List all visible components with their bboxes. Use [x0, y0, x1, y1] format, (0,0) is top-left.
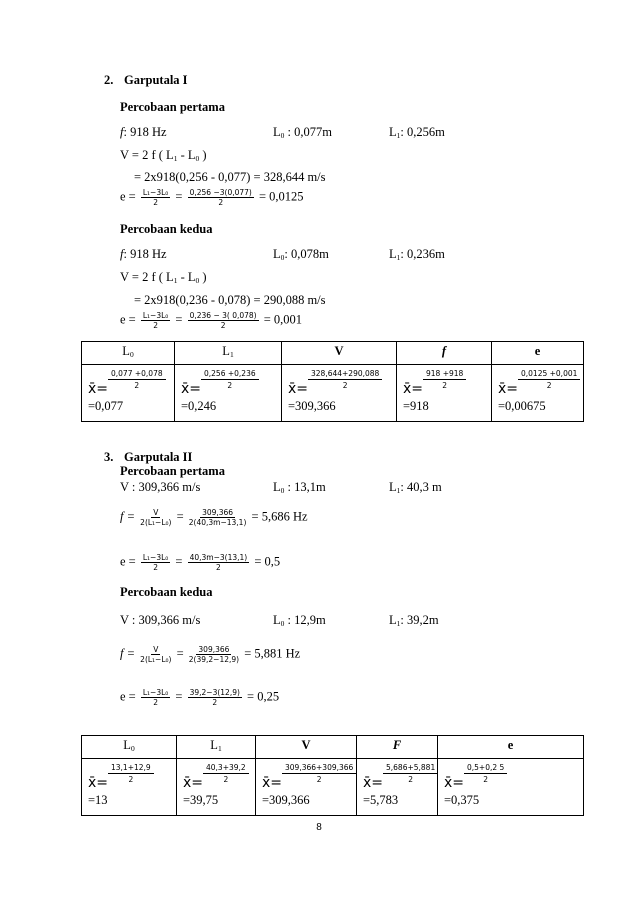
s3-trial1-velocity: V : 309,366 m/s	[120, 480, 201, 494]
section3-number: 3.	[104, 450, 114, 464]
s2-trial1-heading: Percobaan pertama	[120, 100, 225, 114]
s2-trial2-v-calc: = 2x918(0,236 - 0,078) = 290,088 m/s	[134, 293, 326, 307]
s2-trial2-frequency: f: 918 Hz	[120, 247, 167, 261]
s3-trial1-f-equation: f = $\frac{V}{\text{2(L₁−L₀)}}$ = $\frac{309,366}{2(40,3m-13,1)}$ = 5,686 Hz	[120, 508, 308, 527]
section3-title: Garputala II	[124, 450, 193, 464]
mean-l0-cell: x̄= $\frac{0,077 +0,078}{2}$ =0,077	[82, 365, 175, 422]
s2-trial1-frequency: f: 918 Hz	[120, 125, 167, 139]
mean-e-cell: x̄= $\frac{0,5+0,2 5}{2}$ =0,375	[438, 759, 584, 816]
s3-trial2-f-equation: f = $\frac{V}{\text{2(L₁−L₀)}}$ = $\frac{309,366}{2(39,2-12,9)}$ = 5,881 Hz	[120, 645, 301, 664]
header-l1: L1	[175, 342, 282, 365]
table-row	[82, 365, 584, 422]
section2-title: Garputala I	[124, 73, 188, 87]
s3-trial1-l0: L0 : 13,1m	[273, 480, 326, 495]
s3-trial2-e-equation: e = $\frac{\text{L₁−3L₀}}{2}$ = $\frac{39,2-3(12,9)}{2}$ = 0,25	[120, 688, 280, 707]
mean-l1-cell: x̄= $\frac{40,3+39,2}{2}$ =39,75	[177, 759, 256, 816]
s2-trial1-l1: L1: 0,256m	[389, 125, 445, 140]
s3-trial1-heading: Percobaan pertama	[120, 464, 225, 478]
s2-trial2-e-equation: e = $\frac{\text{L₁−3L₀}}{2}$ = $\frac{0,236 - 3( 0,078)}{2}$ = 0,001	[120, 311, 303, 330]
section3-results-table	[81, 735, 584, 816]
table-header-row	[82, 736, 584, 759]
section2-results-table	[81, 341, 584, 422]
s2-trial2-v-formula: V = 2 f ( L1 - L0 )	[120, 270, 207, 285]
header-f: f	[397, 342, 492, 365]
header-v: V	[282, 342, 397, 365]
mean-v-cell: x̄= $\frac{309,366+309,366}{2}$ =309,366	[256, 759, 357, 816]
s3-trial1-l1: L1: 40,3 m	[389, 480, 442, 495]
table-row	[82, 759, 584, 816]
s3-trial2-l0: L0 : 12,9m	[273, 613, 326, 628]
s3-trial2-heading: Percobaan kedua	[120, 585, 213, 599]
s2-trial1-v-calc: = 2x918(0,256 - 0,077) = 328,644 m/s	[134, 170, 326, 184]
header-l0: L0	[82, 736, 177, 759]
s3-trial1-e-equation: e = $\frac{\text{L₁−3L₀}}{2}$ = $\frac{40,3m-3(13,1)}{2}$ = 0,5	[120, 553, 281, 572]
mean-f-cell: x̄= $\frac{5,686+5,881}{2}$ =5,783	[357, 759, 438, 816]
s2-trial1-l0: L0 : 0,077m	[273, 125, 332, 140]
header-e: e	[438, 736, 584, 759]
header-f: F	[357, 736, 438, 759]
mean-l1-cell: x̄= $\frac{0,256 +0,236}{2}$ =0,246	[175, 365, 282, 422]
mean-e-cell: x̄= $\frac{0,0125 +0,001}{2}$ =0,00675	[492, 365, 584, 422]
s2-trial2-l0: L0: 0,078m	[273, 247, 329, 262]
s2-trial1-e-equation: e = $\frac{\text{L₁−3L₀}}{2}$ = $\frac{0,256 -3(0,077)}{2}$ = 0,0125	[120, 188, 304, 207]
s2-trial2-l1: L1: 0,236m	[389, 247, 445, 262]
mean-l0-cell: x̄= $\frac{13,1+12,9}{2}$ =13	[82, 759, 177, 816]
s2-trial1-v-formula: V = 2 f ( L1 - L0 )	[120, 148, 207, 163]
mean-f-cell: x̄= $\frac{918 +918}{2}$ =918	[397, 365, 492, 422]
s3-trial2-l1: L1: 39,2m	[389, 613, 439, 628]
header-l1: L1	[177, 736, 256, 759]
table-header-row	[82, 342, 584, 365]
mean-v-cell: x̄= $\frac{328,644+290,088}{2}$ =309,366	[282, 365, 397, 422]
s3-trial2-velocity: V : 309,366 m/s	[120, 613, 201, 627]
s2-trial2-heading: Percobaan kedua	[120, 222, 213, 236]
section2-number: 2.	[104, 73, 114, 87]
header-l0: L0	[82, 342, 175, 365]
page-number: 8	[316, 822, 322, 833]
header-e: e	[492, 342, 584, 365]
header-v: V	[256, 736, 357, 759]
